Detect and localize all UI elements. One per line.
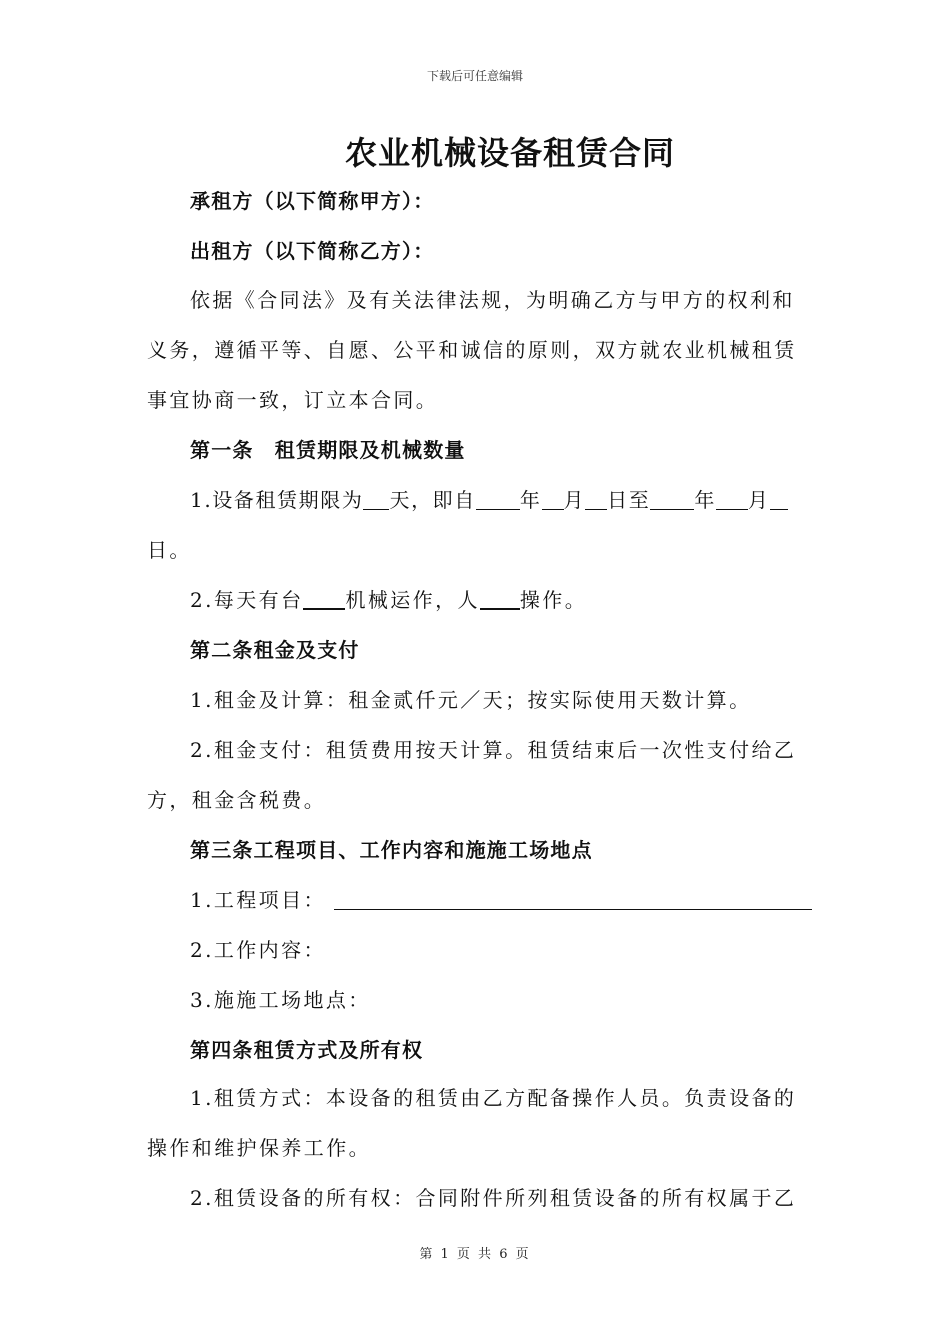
article-3-item-3: 3.施施工场地点： <box>190 988 371 1012</box>
article-1-heading: 第一条 租赁期限及机械数量 <box>190 438 466 462</box>
blank-end-year[interactable] <box>650 487 694 510</box>
item-text: 1.工程项目： <box>190 888 326 912</box>
item-text: 日至 <box>607 488 651 512</box>
document-title: 农业机械设备租赁合同 <box>344 134 675 172</box>
article-2-item-2-line-1: 2.租金支付：租赁费用按天计算。租赁结束后一次性支付给乙 <box>190 738 797 762</box>
item-text: 月 <box>563 488 586 512</box>
blank-days[interactable] <box>363 487 389 510</box>
blank-machine-count[interactable] <box>303 586 345 610</box>
preamble-line-1: 依据《合同法》及有关法律法规，为明确乙方与甲方的权利和 <box>190 288 795 312</box>
item-text: 操作。 <box>519 588 588 612</box>
party-b-line: 出租方（以下简称乙方）： <box>190 239 435 263</box>
item-text: 机械运作，人 <box>345 588 480 612</box>
preamble-line-3: 事宜协商一致，订立本合同。 <box>147 388 439 412</box>
article-4-item-2-line-1: 2.租赁设备的所有权：合同附件所列租赁设备的所有权属于乙 <box>190 1186 797 1210</box>
article-4-heading: 第四条租赁方式及所有权 <box>190 1038 424 1062</box>
preamble-line-2: 义务，遵循平等、自愿、公平和诚信的原则，双方就农业机械租赁 <box>147 338 797 362</box>
blank-start-month[interactable] <box>542 487 564 510</box>
article-4-item-1-line-2: 操作和维护保养工作。 <box>147 1136 371 1160</box>
item-text: 2.每天有台 <box>190 588 304 612</box>
article-1-item-1 <box>190 485 807 515</box>
article-3-heading: 第三条工程项目、工作内容和施施工场地点 <box>190 838 593 862</box>
article-1-item-2 <box>190 585 807 615</box>
item-text: 年 <box>694 488 716 512</box>
header-note: 下载后可任意编辑 <box>426 69 523 83</box>
item-text: 月 <box>747 488 770 512</box>
party-a-line: 承租方（以下简称甲方）： <box>190 189 435 213</box>
item-text: 天，即自 <box>389 488 476 512</box>
blank-project[interactable] <box>334 887 812 910</box>
article-2-item-1: 1.租金及计算：租金贰仟元／天；按实际使用天数计算。 <box>190 688 752 712</box>
blank-operator-count[interactable] <box>480 586 520 610</box>
blank-start-year[interactable] <box>476 487 520 510</box>
item-text: 1.设备租赁期限为 <box>190 488 364 512</box>
page-footer: 第 1 页 共 6 页 <box>419 1247 531 1262</box>
article-3-item-2: 2.工作内容： <box>190 938 326 962</box>
article-4-item-1-line-1: 1.租赁方式：本设备的租赁由乙方配备操作人员。负责设备的 <box>190 1086 797 1110</box>
article-2-heading: 第二条租金及支付 <box>190 638 360 662</box>
article-2-item-2-line-2: 方，租金含税费。 <box>147 788 327 812</box>
item-text: 年 <box>519 488 542 512</box>
article-1-item-1-cont: 日。 <box>147 538 192 562</box>
blank-end-day[interactable] <box>770 487 788 510</box>
article-3-item-1 <box>190 885 807 915</box>
blank-start-day[interactable] <box>585 487 607 510</box>
blank-end-month[interactable] <box>716 487 748 510</box>
